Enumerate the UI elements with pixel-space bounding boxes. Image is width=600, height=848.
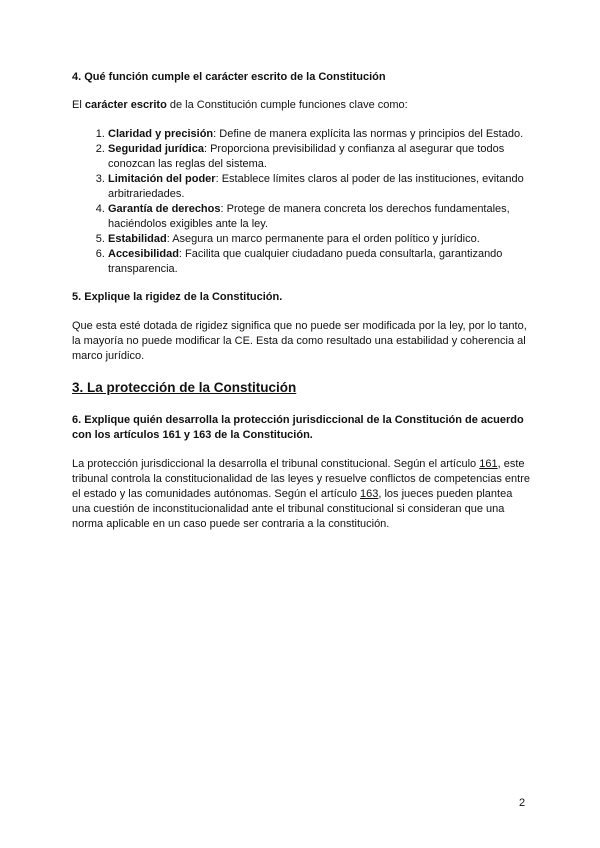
list-item-term: Accesibilidad <box>108 248 179 260</box>
page-content <box>72 70 530 532</box>
page-number: 2 <box>519 797 526 809</box>
list-item <box>108 127 530 142</box>
article-163-reference: 163 <box>360 488 379 500</box>
list-item-desc: : Proporciona previsibilidad y confianza al asegurar que todos conozcan las reglas del sistema. <box>108 143 505 170</box>
list-item <box>108 172 530 202</box>
list-item-desc: : Establece límites claros al poder de las instituciones, evitando arbitrariedades. <box>108 173 524 200</box>
question-6-answer <box>72 457 530 532</box>
list-item-desc: : Facilita que cualquier ciudadano pueda consultarla, garantizando transparencia. <box>108 248 503 275</box>
intro-post: de la Constitución cumple funciones clave como: <box>166 99 408 111</box>
list-item-term: Garantía de derechos <box>108 203 221 215</box>
question-5-answer: Que esta esté dotada de rigidez significa que no puede ser modificada por la ley, por lo tanto, la mayoría no puede modificar la CE. Esta da como resultado una estabilidad y coherencia al marco jurídico. <box>72 320 527 362</box>
article-161-reference: 161 <box>479 458 498 470</box>
list-item-term: Estabilidad <box>108 233 167 245</box>
answer-part-1: La protección jurisdiccional la desarrolla el tribunal constitucional. Según el artículo <box>72 458 480 470</box>
functions-list <box>72 127 530 277</box>
list-item-term: Claridad y precisión <box>108 128 214 140</box>
list-item-desc: : Define de manera explícita las normas y principios del Estado. <box>213 128 524 140</box>
list-item <box>108 232 530 247</box>
answer-part-3: , los jueces pueden plantea una cuestión de inconstitucionalidad ante el tribunal constitucional si consideran que una norma aplicable en un caso puede ser contraria a la constitución. <box>72 488 513 530</box>
list-item-desc: : Protege de manera concreta los derechos fundamentales, haciéndolos exigibles ante la ley. <box>108 203 510 230</box>
question-6-heading: 6. Explique quién desarrolla la protección jurisdiccional de la Constitución de acuerdo con los artículos 161 y 163 de la Constitución. <box>72 414 524 441</box>
answer-part-2: , este tribunal controla la constitucionalidad de las leyes y resuelve conflictos de competencias entre el estado y las comunidades autónomas. Según el artículo <box>72 458 530 500</box>
list-item-term: Seguridad jurídica <box>108 143 204 155</box>
list-item-term: Limitación del poder <box>108 173 216 185</box>
question-5-heading: 5. Explique la rigidez de la Constitución. <box>72 291 283 303</box>
question-4-heading: 4. Qué función cumple el carácter escrito de la Constitución <box>72 71 386 83</box>
list-item <box>108 142 530 172</box>
question-4-intro <box>72 98 530 113</box>
intro-pre: El <box>72 99 85 111</box>
section-heading: 3. La protección de la Constitución <box>72 380 297 395</box>
list-item <box>108 202 530 232</box>
intro-bold: carácter escrito <box>84 99 167 111</box>
list-item-desc: : Asegura un marco permanente para el orden político y jurídico. <box>166 233 480 245</box>
list-item <box>108 247 530 277</box>
